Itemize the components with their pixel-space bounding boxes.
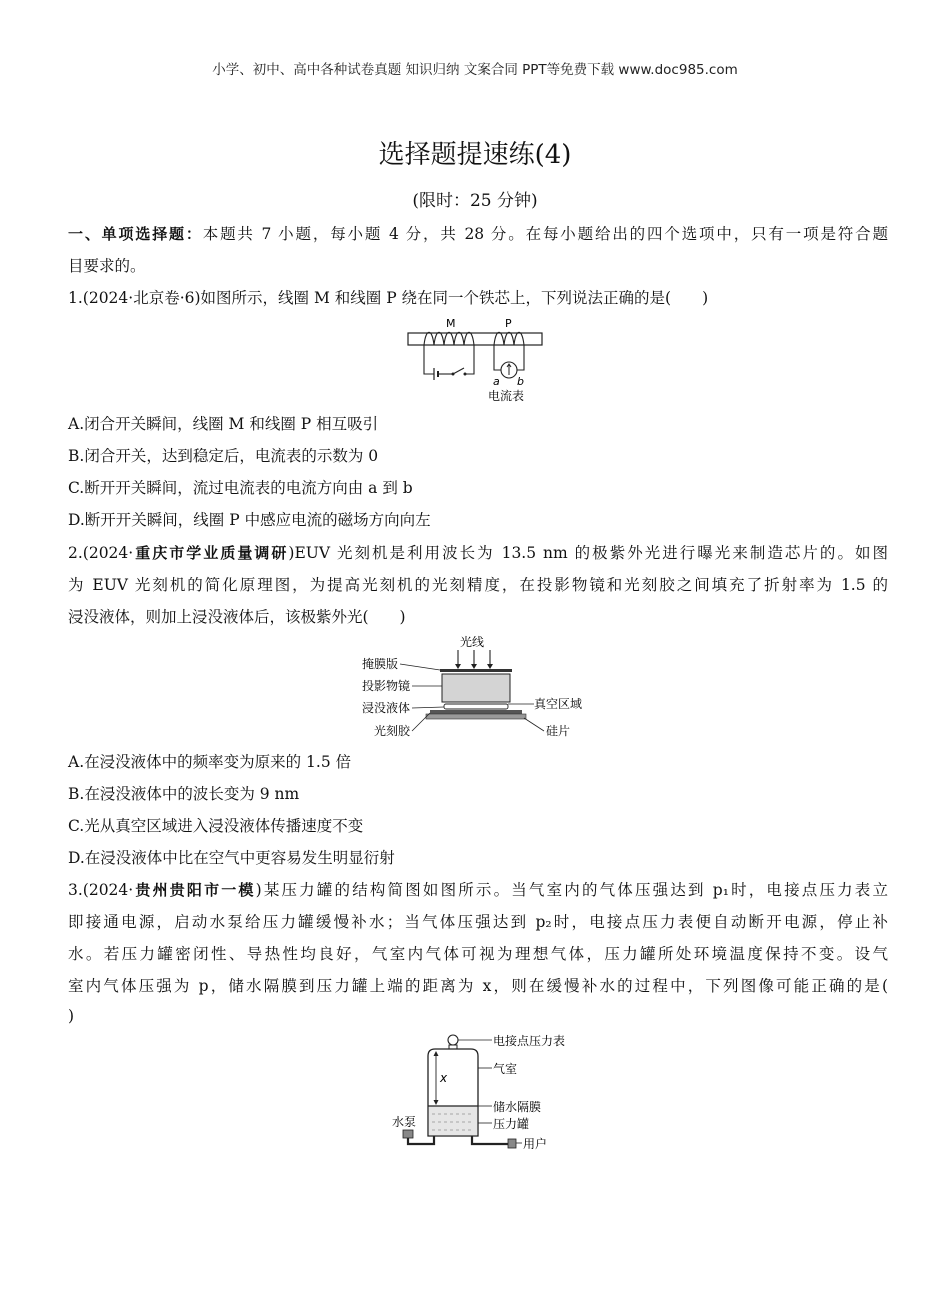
switch <box>453 368 464 374</box>
q2-stem-rest: )EUV 光刻机是利用波长为 13.5 nm 的极紫外光进行曝光来制造芯片的。如图 <box>288 544 888 562</box>
user-valve <box>508 1139 516 1148</box>
label-liquid: 浸没液体 <box>362 701 411 715</box>
label-resist: 光刻胶 <box>374 724 411 738</box>
label-tank: 压力罐 <box>493 1117 530 1131</box>
q2-stem-line2: 为 EUV 光刻机的简化原理图，为提高光刻机的光刻精度，在投影物镜和光刻胶之间填充了折射率为 1.5 的 <box>68 576 888 594</box>
q2-stem-prefix: 2.(2024· <box>68 544 134 562</box>
q3-stem-line3: 水。若压力罐密闭性、导热性均良好，气室内气体可视为理想气体，压力罐所处环境温度保持不变。设气 <box>68 945 888 963</box>
section-intro-text: 本题共 7 小题，每小题 4 分，共 28 分。在每小题给出的四个选项中，只有一项是符合题 <box>202 225 888 243</box>
label-gauge: 电接点压力表 <box>493 1034 565 1048</box>
coil-m <box>424 332 474 345</box>
q2-stem-line1 <box>68 543 888 563</box>
q3-stem-line2: 即接通电源，启动水泵给压力罐缓慢补水；当气体压强达到 p₂时，电接点压力表便自动断开电源，停止补 <box>68 913 888 931</box>
label-membrane: 储水隔膜 <box>493 1100 542 1114</box>
label-mask: 掩膜版 <box>362 657 399 671</box>
coil-p <box>494 332 524 345</box>
water-pump <box>403 1130 413 1138</box>
label-lens: 投影物镜 <box>362 679 411 693</box>
section-intro-line1 <box>68 224 888 244</box>
label-wafer: 硅片 <box>546 724 571 738</box>
label-x: x <box>440 1071 448 1085</box>
q2-option-d: D.在浸没液体中比在空气中更容易发生明显衍射 <box>68 849 395 867</box>
label-b: b <box>517 375 524 388</box>
immersion-liquid <box>444 704 508 709</box>
q3-source: 贵州贵阳市一模 <box>133 881 256 899</box>
label-chamber: 气室 <box>493 1062 518 1076</box>
site-banner: 小学、初中、高中各种试卷真题 知识归纳 文案合同 PPT等免费下载 www.doc985.com <box>212 62 738 78</box>
projection-lens <box>442 674 510 702</box>
q1-stem: 1.(2024·北京卷·6)如图所示，线圈 M 和线圈 P 绕在同一个铁芯上，下列说法正确的是( ) <box>68 289 709 307</box>
label-m: M <box>446 317 456 330</box>
page-title: 选择题提速练(4) <box>378 140 572 170</box>
q2-stem-line3: 浸没液体，则加上浸没液体后，该极紫外光( ) <box>68 608 406 626</box>
q2-option-b: B.在浸没液体中的波长变为 9 nm <box>68 785 300 803</box>
q2-source: 重庆市学业质量调研 <box>133 544 289 562</box>
mask-plate <box>440 669 512 672</box>
q1-option-b: B.闭合开关，达到稳定后，电流表的示数为 0 <box>68 447 379 465</box>
silicon-wafer <box>426 714 526 719</box>
section-heading: 一、单项选择题： <box>68 225 203 243</box>
q3-stem-line4: 室内气体压强为 p，储水隔膜到压力罐上端的距离为 x，则在缓慢补水的过程中，下列图像可能正确的是( <box>68 977 888 995</box>
q3-stem-rest: )某压力罐的结构简图如图所示。当气室内的气体压强达到 p₁时，电接点压力表立 <box>255 881 888 899</box>
q1-option-a: A.闭合开关瞬间，线圈 M 和线圈 P 相互吸引 <box>68 415 379 433</box>
page-subtitle: (限时：25 分钟) <box>412 191 538 211</box>
label-a: a <box>493 375 500 388</box>
photoresist <box>430 710 522 714</box>
q3-tank-figure <box>390 1032 565 1154</box>
q1-option-c: C.断开开关瞬间，流过电流表的电流方向由 a 到 b <box>68 479 413 497</box>
q2-option-c: C.光从真空区域进入浸没液体传播速度不变 <box>68 817 364 835</box>
section-intro-line2: 目要求的。 <box>68 257 146 275</box>
q3-stem-line1 <box>68 880 888 900</box>
q3-stem-line5: ) <box>68 1007 75 1025</box>
q1-coil-figure <box>404 316 550 404</box>
pressure-gauge <box>448 1035 458 1045</box>
stored-water <box>429 1106 477 1135</box>
q3-stem-prefix: 3.(2024· <box>68 881 134 899</box>
label-pump: 水泵 <box>392 1115 417 1129</box>
label-light: 光线 <box>460 635 485 649</box>
q2-option-a: A.在浸没液体中的频率变为原来的 1.5 倍 <box>68 753 352 771</box>
q2-lithography-figure <box>358 634 598 744</box>
label-p: P <box>505 317 512 330</box>
q1-option-d: D.断开开关瞬间，线圈 P 中感应电流的磁场方向向左 <box>68 511 431 529</box>
outlet-pipe <box>472 1136 508 1144</box>
label-user: 用户 <box>523 1137 548 1151</box>
meter-label: 电流表 <box>488 389 525 403</box>
label-vacuum: 真空区域 <box>534 697 583 711</box>
